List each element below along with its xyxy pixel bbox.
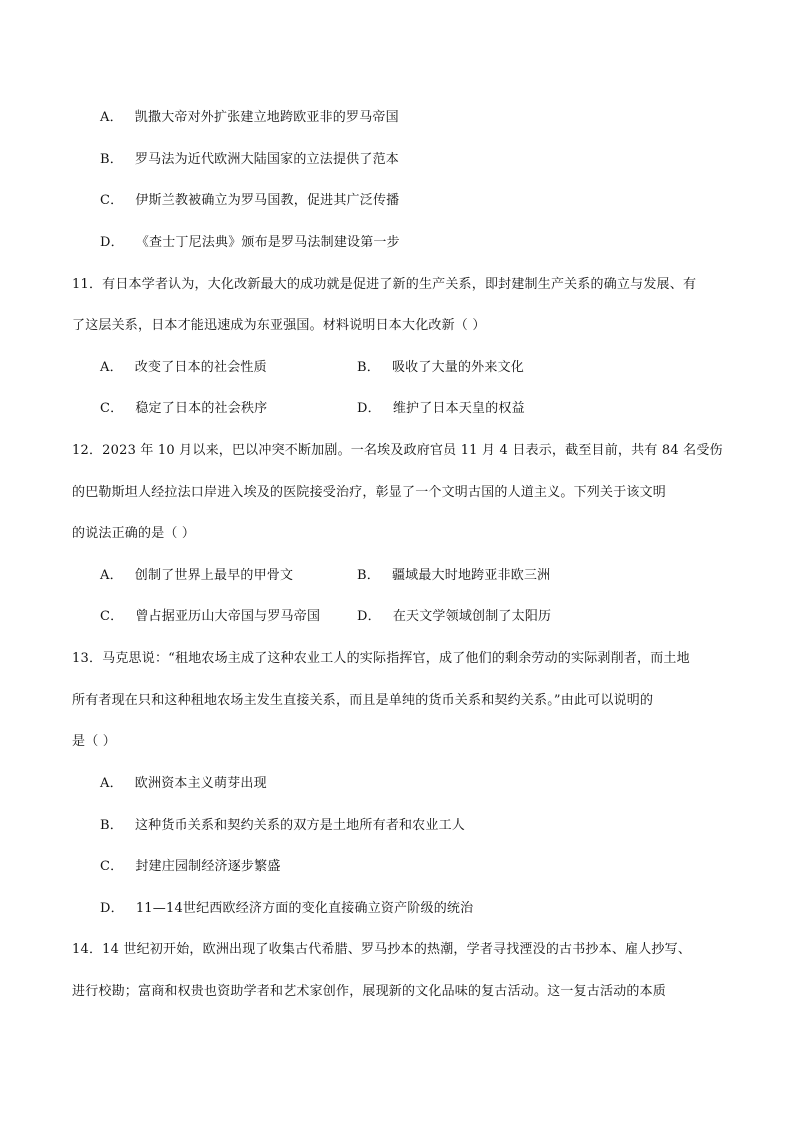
option-letter: C． [100,859,124,874]
option-letter: D． [357,609,381,624]
q13-option-c [100,859,281,875]
option-letter: B． [100,818,123,833]
option-text: 稳定了日本的社会秩序 [135,401,268,416]
q13-option-a [100,776,267,792]
q14-stem-line-2 [72,984,666,1000]
q13-option-b [100,818,465,834]
question-text: 进行校勘；富商和权贵也资助学者和艺术家创作，展现新的文化品味的复古活动。这一复古活动的本质 [72,984,667,999]
q12-stem-line-3 [72,526,195,542]
q12-option-a [100,568,293,584]
option-letter: D． [357,401,381,416]
question-text: 的说法正确的是（ ） [72,526,196,541]
option-text: 欧洲资本主义萌芽出现 [134,776,267,791]
option-text: 这种货币关系和契约关系的双方是土地所有者和农业工人 [134,818,465,833]
question-text: 所有者现在只和这种租地农场主发生直接关系，而且是单纯的货币关系和契约关系。”由此可以说明的 [72,693,654,708]
option-letter: D． [100,235,124,250]
option-letter: C． [100,193,124,208]
option-letter: A． [100,568,123,583]
option-letter: B． [100,152,123,167]
option-text: 伊斯兰教被确立为罗马国教，促进其广泛传播 [135,193,400,208]
q13-stem-line-2 [72,693,653,709]
question-text: 了这层关系，日本才能迅速成为东亚强国。材料说明日本大化改新（ ） [72,318,486,333]
option-text: 维护了日本天皇的权益 [392,401,525,416]
option-letter: A． [100,360,123,375]
question-text: 14 世纪初开始，欧洲出现了收集古代希腊、罗马抄本的热潮，学者寻找湮没的古书抄本、雇人抄写、 [102,942,692,957]
option-letter: B． [357,568,380,583]
question-number: 11． [72,277,103,292]
question-text: 马克思说：“租地农场主成了这种农业工人的实际指挥官，成了他们的剩余劳动的实际剥削者，而土地 [102,651,690,666]
option-text: 凯撒大帝对外扩张建立地跨欧亚非的罗马帝国 [134,110,399,125]
q12-option-c [100,609,320,625]
q11-stem-line-2 [72,318,486,334]
option-letter: B． [357,360,380,375]
option-text: 曾占据亚历山大帝国与罗马帝国 [135,609,321,624]
q11-option-d [357,401,525,417]
option-letter: C． [100,401,124,416]
option-text: 在天文学领域创制了太阳历 [392,609,552,624]
option-text: 改变了日本的社会性质 [134,360,267,375]
option-letter: A． [100,776,123,791]
option-text: 疆域最大时地跨亚非欧三洲 [391,568,551,583]
option-text: 封建庄园制经济逐步繁盛 [135,859,281,874]
question-number: 14． [72,942,103,957]
option-text: 创制了世界上最早的甲骨文 [134,568,294,583]
q11-option-b [357,360,524,376]
question-text: 2023 年 10 月以来，巴以冲突不断加剧。一名埃及政府官员 11 月 4 日表示，截至目前，共有 84 名受伤 [102,443,723,458]
q14-stem-line-1 [72,942,691,958]
question-text: 的巴勒斯坦人经拉法口岸进入埃及的医院接受治疗，彰显了一个文明古国的人道主义。下列关于该文明 [72,485,667,500]
q13-stem-line-3 [72,734,116,750]
option-text: 11—14世纪西欧经济方面的变化直接确立资产阶级的统治 [135,901,474,916]
q10-option-a [100,110,399,126]
q11-option-c [100,401,267,417]
question-number: 13． [72,651,103,666]
q10-option-c [100,193,399,209]
q13-stem-line-1 [72,651,690,667]
q13-option-d [100,901,473,917]
q10-option-b [100,152,399,168]
question-number: 12． [72,443,103,458]
q12-option-b [357,568,550,584]
option-text: 罗马法为近代欧洲大陆国家的立法提供了范本 [134,152,399,167]
q12-stem-line-1 [72,443,723,459]
question-text: 有日本学者认为，大化改新最大的成功就是促进了新的生产关系，即封建制生产关系的确立与发展、有 [102,277,697,292]
q10-option-d [100,235,400,251]
q11-stem-line-1 [72,277,696,293]
option-letter: C． [100,609,124,624]
option-text: 《查士丁尼法典》颁布是罗马法制建设第一步 [135,235,400,250]
option-text: 吸收了大量的外来文化 [391,360,524,375]
q12-option-d [357,609,551,625]
q12-stem-line-2 [72,485,666,501]
q11-option-a [100,360,267,376]
option-letter: A． [100,110,123,125]
question-text: 是（ ） [72,734,116,749]
option-letter: D． [100,901,124,916]
